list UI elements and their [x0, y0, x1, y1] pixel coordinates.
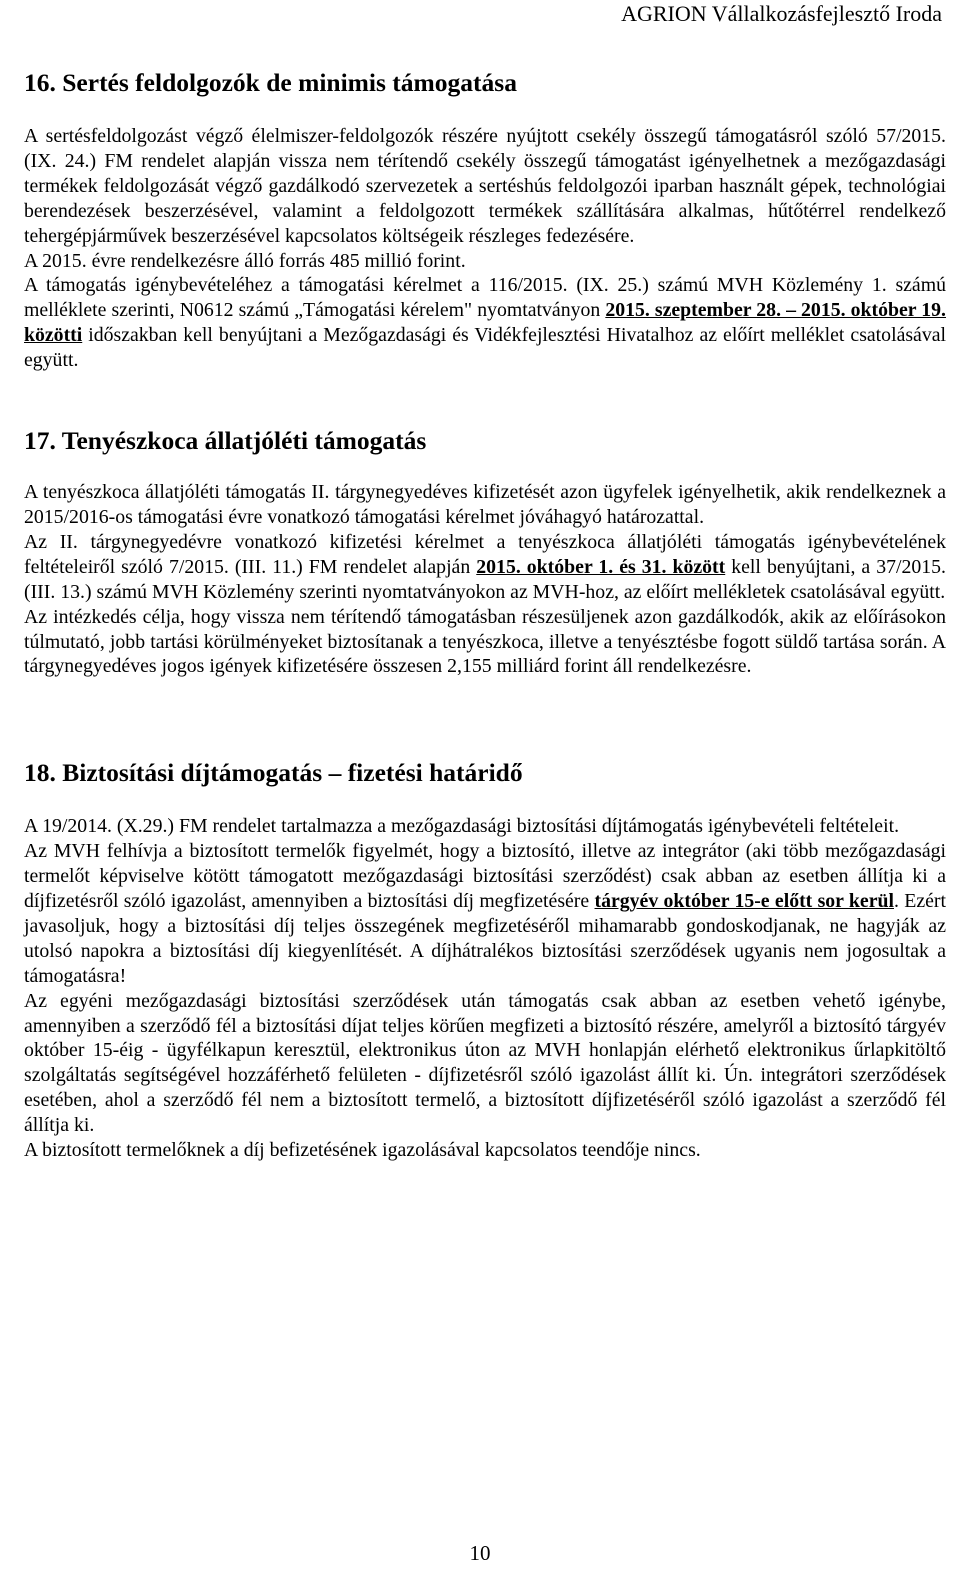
section-18-paragraph-2	[24, 839, 946, 988]
section-16-paragraph-2: A 2015. évre rendelkezésre álló forrás 485 millió forint.	[24, 249, 466, 272]
section-16-paragraph-1: A sertésfeldolgozást végző élelmiszer-feldolgozók részére nyújtott csekély összegű támogatásról szóló 57/2015. (IX. 24.) FM rendelet alapján vissza nem térítendő csekély összegű támogatást igényelhetnek a mezőgazdasági termékek feldolgozását végző gazdálkodó szervezetek a sertéshús feldolgozói iparban használt gépek, technológiai berendezések beszerzésével, valamint a feldolgozott termékek szállítására alkalmas, hűtőtérrel rendelkező tehergépjárművek beszerzésével kapcsolatos költségeik részleges fedezésére.	[24, 125, 946, 247]
section-17-p2-text: Az II. tárgynegyedévre vonatkozó kifizetési kérelmet a tenyészkoca állatjóléti támogatás igénybevételének feltételeiről szóló 7/2015. (III. 11.) FM rendelet alapján	[24, 530, 946, 578]
section-18-paragraph-3: Az egyéni mezőgazdasági biztosítási szerződések után támogatás csak abban az esetben vehető igénybe, amennyiben a szerződő fél a biztosítási díjat teljes körűen megfizeti a biztosító részére, amelyről a biztosító tárgyév október 15-éig - ügyfélkapun keresztül, elektronikus úton az MVH honlapján elérhető elektronikus űrlapkitöltő szolgáltatás segítségével hozzáférhető felületen - díjfizetésről szóló igazolást állít ki. Ún. integrátori szerződések esetében, ahol a szerződő fél nem a biztosított termelő, a biztosított díjfizetéséről szóló igazolást a szerződő fél állítja ki.	[24, 989, 946, 1137]
section-17-paragraph-3: Az intézkedés célja, hogy vissza nem térítendő támogatásban részesüljenek azon gazdálkodók, akik az előírásokon túlmutató, jobb tartási körülményeket biztosítanak a tenyészkoca, illetve a tenyésztésbe fogott süldő tartása során. A tárgynegyedéves jogos igények kifizetésére összesen 2,155 milliárd forint áll rendelkezésre.	[24, 605, 946, 678]
submission-period: 2015. szeptember 28. – 2015. október 19. közötti	[24, 299, 946, 347]
section-18-heading: 18. Biztosítási díjtámogatás – fizetési határidő	[24, 758, 523, 788]
section-17-p2-text-end: kell benyújtani, a 37/2015. (III. 13.) számú MVH Közlemény szerinti nyomtatványokon az MVH-hoz, az előírt mellékletek csatolásával együtt.	[24, 555, 946, 603]
section-16-paragraph-3	[24, 273, 946, 373]
section-18-paragraph-4: A biztosított termelőknek a díj befizetésének igazolásával kapcsolatos teendője nincs.	[24, 1139, 701, 1162]
section-17-paragraph-2	[24, 530, 946, 605]
page-content	[24, 66, 946, 1163]
page-number: 10	[469, 1541, 491, 1565]
section-17-paragraph-1: A tenyészkoca állatjóléti támogatás II. tárgynegyedéves kifizetését azon ügyfelek igényelhetik, akik rendelkeznek a 2015/2016-os támogatási évre vonatkozó támogatási kérelmet jóváhagyó határozattal.	[24, 481, 946, 528]
section-16-p3-text: A támogatás igénybevételéhez a támogatási kérelmet a 116/2015. (IX. 25.) számú MVH Közlemény 1. számú melléklete szerinti, N0612 számú „Támogatási kérelem" nyomtatványon	[24, 274, 946, 322]
section-18-p2-text-end: . Ezért javasoljuk, hogy a biztosítási díj teljes összegének megfizetéséről mihamarabb gondoskodjanak, ne hagyják az utolsó napokra a biztosítási díj kiegyenlítését. A díjhátralékos biztosítási szerződések ugyanis nem jogosultak a támogatásra!	[24, 890, 947, 987]
section-18-paragraph-1: A 19/2014. (X.29.) FM rendelet tartalmazza a mezőgazdasági biztosítási díjtámogatás igénybevételi feltételeit.	[24, 815, 900, 838]
running-header: AGRION Vállalkozásfejlesztő Iroda	[621, 1, 942, 26]
section-16	[24, 66, 946, 373]
section-16-p3-text-end: időszakban kell benyújtani a Mezőgazdasági és Vidékfejlesztési Hivatalhoz az előírt melléklet csatolásával együtt.	[24, 324, 946, 372]
section-16-heading: 16. Sertés feldolgozók de minimis támogatása	[24, 68, 517, 97]
payment-deadline: tárgyév október 15-e előtt sor kerül	[594, 890, 894, 913]
section-18-p2-text: Az MVH felhívja a biztosított termelők figyelmét, hogy a biztosító, illetve az integrátor (aki több mezőgazdasági termelőt képviselve kötött támogatott mezőgazdasági biztosítási szerződést) csak abban az esetben állítja ki a díjfizetésről szóló igazolást, amennyiben a biztosítási díj megfizetésére	[24, 840, 946, 913]
section-18	[24, 756, 946, 1163]
section-17	[24, 424, 946, 679]
section-17-heading: 17. Tenyészkoca állatjóléti támogatás	[24, 426, 427, 456]
submission-deadline: 2015. október 1. és 31. között	[476, 555, 726, 578]
